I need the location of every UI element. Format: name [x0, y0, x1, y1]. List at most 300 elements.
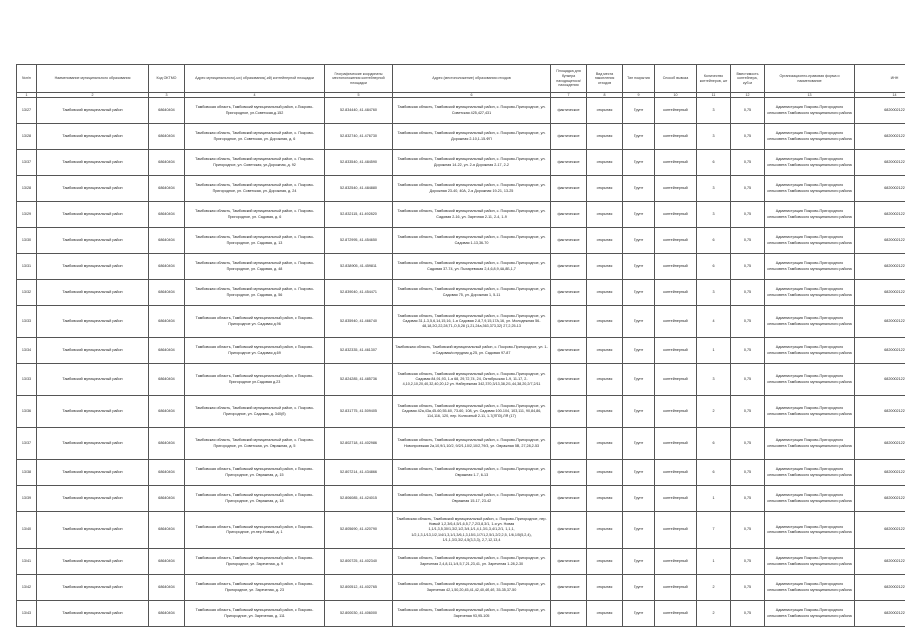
column-header: Вместимость контейнера, куб.м: [731, 65, 765, 93]
container-volume-cell: 0,75: [731, 396, 765, 428]
removal-method-cell: контейнерный: [655, 124, 697, 150]
container-count-cell: 6: [697, 254, 731, 280]
coordinates-cell: 52.800512, 41.402765: [325, 575, 393, 601]
owner-organization-cell: Администрация Покрово-Пригородного сельсовета Тамбовского муниципального района: [765, 460, 855, 486]
container-count-cell: 3: [697, 280, 731, 306]
owner-organization-cell: Администрация Покрово-Пригородного сельсовета Тамбовского муниципального района: [765, 601, 855, 627]
column-number: 5: [325, 93, 393, 98]
site-status-cell: фактическое: [551, 549, 587, 575]
inn-code-cell: 6820002122: [855, 228, 905, 254]
owner-organization-cell: Администрация Покрово-Пригородного сельсовета Тамбовского муниципального района: [765, 486, 855, 512]
header-row: [17, 65, 905, 93]
site-address-cell: Тамбовская область, Тамбовский муниципальный район, с.Покрово-Пригородное, ул.Советская,д.152: [185, 98, 325, 124]
container-volume-cell: 0,75: [731, 202, 765, 228]
column-number: 14: [855, 93, 905, 98]
oktmo-code-cell: 68640404: [149, 202, 185, 228]
site-status-cell: фактическое: [551, 364, 587, 396]
container-volume-cell: 0,75: [731, 228, 765, 254]
container-count-cell: 2: [697, 575, 731, 601]
municipality-name-cell: Тамбовский муниципальный район: [37, 396, 149, 428]
column-header: Наименование муниципального образования: [37, 65, 149, 93]
inn-code-cell: 6820002122: [855, 428, 905, 460]
column-header: Количество контейнеров, шт: [697, 65, 731, 93]
waste-source-address-cell: Тамбовская область, Тамбовский муниципальный район, с. Покрово-Пригородное, ул. Садовая 31,1-3,5,6,14,15,16, 1-я Садовая 2-8,7,9,15,17А,16, ул. Молодежная 56-48,18,2О,22,28,Т1,О,5,28 (1,21,24а,363,373,32) 27,2,25-13: [393, 306, 551, 338]
container-count-cell: 3: [697, 124, 731, 150]
surface-type-cell: Грунт: [623, 254, 655, 280]
column-number: 7: [551, 93, 587, 98]
column-header: Адрес муниципального(-ых) образования(-ий) контейнерной площадки: [185, 65, 325, 93]
container-volume-cell: 0,75: [731, 124, 765, 150]
municipality-name-cell: Тамбовский муниципальный район: [37, 98, 149, 124]
surface-type-cell: Грунт: [623, 176, 655, 202]
removal-method-cell: контейнерный: [655, 364, 697, 396]
oktmo-code-cell: 68640404: [149, 280, 185, 306]
inn-code-cell: 6820002122: [855, 396, 905, 428]
column-header: Организационно-правовая форма и наименование: [765, 65, 855, 93]
site-status-cell: фактическое: [551, 228, 587, 254]
removal-method-cell: контейнерный: [655, 228, 697, 254]
site-status-cell: фактическое: [551, 486, 587, 512]
table-row: [17, 486, 905, 512]
municipality-name-cell: Тамбовский муниципальный район: [37, 228, 149, 254]
oktmo-code-cell: 68640404: [149, 460, 185, 486]
coordinates-cell: 52.835940, 41.466740: [325, 306, 393, 338]
table-row: [17, 124, 905, 150]
table-row: [17, 601, 905, 627]
inn-code-cell: 6820002122: [855, 176, 905, 202]
row-number-cell: 13/37: [17, 428, 37, 460]
site-address-cell: Тамбовская область, Тамбовский муниципальный район, с Покрово-Пригородное ул. Садовая д.96: [185, 306, 325, 338]
removal-method-cell: контейнерный: [655, 280, 697, 306]
container-count-cell: 1: [697, 338, 731, 364]
removal-method-cell: контейнерный: [655, 396, 697, 428]
removal-method-cell: контейнерный: [655, 306, 697, 338]
row-number-cell: 13/43: [17, 601, 37, 627]
table-row: [17, 280, 905, 306]
coordinates-cell: 52.832540, 41.484880: [325, 176, 393, 202]
oktmo-code-cell: 68640404: [149, 601, 185, 627]
column-header: Тип покрытия: [623, 65, 655, 93]
site-type-cell: открытая: [587, 512, 623, 549]
container-volume-cell: 0,75: [731, 549, 765, 575]
surface-type-cell: Грунт: [623, 575, 655, 601]
column-number: 9: [623, 93, 655, 98]
container-count-cell: 7: [697, 512, 731, 549]
municipality-name-cell: Тамбовский муниципальный район: [37, 254, 149, 280]
municipality-name-cell: Тамбовский муниципальный район: [37, 512, 149, 549]
site-type-cell: открытая: [587, 575, 623, 601]
site-type-cell: открытая: [587, 176, 623, 202]
municipality-name-cell: Тамбовский муниципальный район: [37, 306, 149, 338]
site-status-cell: фактическое: [551, 460, 587, 486]
owner-organization-cell: Администрация Покрово-Пригородного сельсовета Тамбовского муниципального района: [765, 364, 855, 396]
column-number: 8: [587, 93, 623, 98]
site-address-cell: Тамбовская область, Тамбовский муниципальный район, с Покрово-Пригородное, ул. Зареченая, д. 111: [185, 601, 325, 627]
surface-type-cell: Грунт: [623, 512, 655, 549]
site-type-cell: открытая: [587, 228, 623, 254]
oktmo-code-cell: 68640404: [149, 98, 185, 124]
site-address-cell: Тамбовская область, Тамбовский муниципальный район, с Покрово-Пригородное, ул. Зареченая, д. 9: [185, 549, 325, 575]
column-header: Способ вывоза: [655, 65, 697, 93]
owner-organization-cell: Администрация Покрово-Пригородного сельсовета Тамбовского муниципального района: [765, 549, 855, 575]
row-number-cell: 13/28: [17, 124, 37, 150]
row-number-cell: 13/33: [17, 364, 37, 396]
container-volume-cell: 0,75: [731, 575, 765, 601]
row-number-cell: 13/40: [17, 512, 37, 549]
container-volume-cell: 0,75: [731, 98, 765, 124]
site-status-cell: фактическое: [551, 98, 587, 124]
oktmo-code-cell: 68640404: [149, 396, 185, 428]
column-header: №п/п: [17, 65, 37, 93]
site-status-cell: фактическое: [551, 512, 587, 549]
waste-source-address-cell: Тамбовская область, Тамбовский муниципальный район, с. Покрово-Пригородное, ул. Дорожная 23-40, 40А, 2-я Дорожная 19-21, 13-25: [393, 176, 551, 202]
container-volume-cell: 0,75: [731, 486, 765, 512]
table-row: [17, 228, 905, 254]
owner-organization-cell: Администрация Покрово-Пригородного сельсовета Тамбовского муниципального района: [765, 512, 855, 549]
column-header: Код ОКТМО: [149, 65, 185, 93]
site-type-cell: открытая: [587, 396, 623, 428]
waste-source-address-cell: Тамбовская область, Тамбовский муниципальный район, с. Покрово-Пригородное, ул. Новопроезжая 2а,10,9/1,10/2, 9/2/1,10/2,10/2,79/3, ул. Овражная 5В, 27,28,2-53: [393, 428, 551, 460]
container-count-cell: 6: [697, 150, 731, 176]
row-number-cell: 13/28: [17, 176, 37, 202]
waste-source-address-cell: Тамбовская область, Тамбовский муниципальный район, с. Покрово-Пригородное, ул. Дорожная 2-10,1-15-ФП: [393, 124, 551, 150]
inn-code-cell: 6820002122: [855, 601, 905, 627]
removal-method-cell: контейнерный: [655, 150, 697, 176]
owner-organization-cell: Администрация Покрово-Пригородного сельсовета Тамбовского муниципального района: [765, 98, 855, 124]
site-address-cell: Тамбовская область, Тамбовский муниципальный район, с. Покрово-Пригородное, ул. Садовая, д. 56: [185, 280, 325, 306]
site-address-cell: Тамбовская область, Тамбовский муниципальный район, с Покрово-Пригородное, ул.пер.Новый, д. 1: [185, 512, 325, 549]
table-row: [17, 428, 905, 460]
inn-code-cell: 6820002122: [855, 549, 905, 575]
inn-code-cell: 6820002122: [855, 150, 905, 176]
site-type-cell: открытая: [587, 486, 623, 512]
municipality-name-cell: Тамбовский муниципальный район: [37, 364, 149, 396]
container-volume-cell: 0,75: [731, 254, 765, 280]
owner-organization-cell: Администрация Покрово-Пригородного сельсовета Тамбовского муниципального района: [765, 150, 855, 176]
surface-type-cell: Грунт: [623, 428, 655, 460]
owner-organization-cell: Администрация Покрово-Пригородного сельсовета Тамбовского муниципального района: [765, 575, 855, 601]
surface-type-cell: Грунт: [623, 306, 655, 338]
container-volume-cell: 0,75: [731, 306, 765, 338]
oktmo-code-cell: 68640404: [149, 338, 185, 364]
municipality-name-cell: Тамбовский муниципальный район: [37, 150, 149, 176]
municipality-name-cell: Тамбовский муниципальный район: [37, 575, 149, 601]
coordinates-cell: 52.807214, 41.434866: [325, 460, 393, 486]
municipality-name-cell: Тамбовский муниципальный район: [37, 460, 149, 486]
inn-code-cell: 6820002122: [855, 254, 905, 280]
surface-type-cell: Грунт: [623, 124, 655, 150]
container-volume-cell: 0,75: [731, 364, 765, 396]
table-row: [17, 202, 905, 228]
waste-source-address-cell: Тамбовская область, Тамбовский муниципальный район, с. Покрово-Пригородное, ул. Садовая 2-16, ул. Заречная 2-11, 2-4, 1-9: [393, 202, 551, 228]
site-type-cell: открытая: [587, 428, 623, 460]
removal-method-cell: контейнерный: [655, 486, 697, 512]
removal-method-cell: контейнерный: [655, 601, 697, 627]
site-status-cell: фактическое: [551, 601, 587, 627]
site-status-cell: фактическое: [551, 254, 587, 280]
container-volume-cell: 0,75: [731, 512, 765, 549]
waste-source-address-cell: Тамбовская область, Тамбовский муниципальный район, с. Покрово-Пригородное, ул. 1-я Садовая/сотрудник д.25, ул. Садовая 97-87: [393, 338, 551, 364]
table-row: [17, 254, 905, 280]
inn-code-cell: 6820002122: [855, 486, 905, 512]
coordinates-cell: 52.833540, 41.484590: [325, 150, 393, 176]
oktmo-code-cell: 68640404: [149, 150, 185, 176]
site-type-cell: открытая: [587, 124, 623, 150]
table-row: [17, 98, 905, 124]
municipality-name-cell: Тамбовский муниципальный район: [37, 124, 149, 150]
waste-source-address-cell: Тамбовская область, Тамбовский муниципальный район, с. Покрово-Пригородное, ул. Зареченая 93,95-105: [393, 601, 551, 627]
inn-code-cell: 6820002122: [855, 280, 905, 306]
site-status-cell: фактическое: [551, 280, 587, 306]
site-type-cell: открытая: [587, 549, 623, 575]
oktmo-code-cell: 68640404: [149, 428, 185, 460]
owner-organization-cell: Администрация Покрово-Пригородного сельсовета Тамбовского муниципального района: [765, 228, 855, 254]
surface-type-cell: Грунт: [623, 202, 655, 228]
row-number-cell: 13/29: [17, 202, 37, 228]
row-number-cell: 13/30: [17, 228, 37, 254]
owner-organization-cell: Администрация Покрово-Пригородного сельсовета Тамбовского муниципального района: [765, 124, 855, 150]
coordinates-cell: 52.806085, 41.424015: [325, 486, 393, 512]
site-address-cell: Тамбовская область, Тамбовский муниципальный район, с. Покрово-Пригородное, ул. Садовая, д. 13: [185, 228, 325, 254]
oktmo-code-cell: 68640404: [149, 124, 185, 150]
column-number: 4: [185, 93, 325, 98]
oktmo-code-cell: 68640404: [149, 512, 185, 549]
row-number-cell: 13/33: [17, 306, 37, 338]
column-header: ИНН: [855, 65, 905, 93]
column-header: Географические координаты местоположения контейнерной площадки: [325, 65, 393, 93]
municipality-name-cell: Тамбовский муниципальный район: [37, 428, 149, 460]
container-count-cell: 3: [697, 98, 731, 124]
container-count-cell: 6: [697, 460, 731, 486]
container-count-cell: 2: [697, 396, 731, 428]
owner-organization-cell: Администрация Покрово-Пригородного сельсовета Тамбовского муниципального района: [765, 254, 855, 280]
inn-code-cell: 6820002122: [855, 364, 905, 396]
municipality-name-cell: Тамбовский муниципальный район: [37, 202, 149, 228]
row-number-cell: 13/32: [17, 280, 37, 306]
surface-type-cell: Грунт: [623, 228, 655, 254]
oktmo-code-cell: 68640404: [149, 306, 185, 338]
table-row: [17, 176, 905, 202]
removal-method-cell: контейнерный: [655, 428, 697, 460]
surface-type-cell: Грунт: [623, 98, 655, 124]
table-row: [17, 338, 905, 364]
site-address-cell: Тамбовская область, Тамбовский муниципальный район, с. Покрово-Пригородное, ул. Садовая, д. 48: [185, 254, 325, 280]
removal-method-cell: контейнерный: [655, 338, 697, 364]
surface-type-cell: Грунт: [623, 364, 655, 396]
column-number: 2: [37, 93, 149, 98]
municipality-name-cell: Тамбовский муниципальный район: [37, 601, 149, 627]
table-row: [17, 460, 905, 486]
municipality-name-cell: Тамбовский муниципальный район: [37, 176, 149, 202]
owner-organization-cell: Администрация Покрово-Пригородного сельсовета Тамбовского муниципального района: [765, 280, 855, 306]
site-address-cell: Тамбовская область, Тамбовский муниципальный район, с. Покрово-Пригородное, ул. Садовая, д. 6: [185, 202, 325, 228]
site-address-cell: Тамбовская область, Тамбовский муниципальный район, с. Покрово-Пригородное, ул. Советская, ул. Овражная, д. 5: [185, 428, 325, 460]
surface-type-cell: Грунт: [623, 280, 655, 306]
site-type-cell: открытая: [587, 338, 623, 364]
site-address-cell: Тамбовская область, Тамбовский муниципальный район, с Покрово-Пригородное, ул. Зареченая, д. 23: [185, 575, 325, 601]
row-number-cell: 13/27: [17, 98, 37, 124]
municipality-name-cell: Тамбовский муниципальный район: [37, 486, 149, 512]
municipality-name-cell: Тамбовский муниципальный район: [37, 549, 149, 575]
table-row: [17, 364, 905, 396]
inn-code-cell: 6820002122: [855, 575, 905, 601]
waste-source-address-cell: Тамбовская область, Тамбовский муниципальный район, с. Покрово-Пригородное, ул. Дорожная 14-22, ул. 2-я Дорожная 2-17, 2-2: [393, 150, 551, 176]
container-site-register-table: [16, 64, 905, 627]
removal-method-cell: контейнерный: [655, 254, 697, 280]
container-volume-cell: 0,75: [731, 601, 765, 627]
coordinates-cell: 52.800030, 41.406000: [325, 601, 393, 627]
coordinates-cell: 52.872995, 41.454650: [325, 228, 393, 254]
coordinates-cell: 52.839040, 41.454471: [325, 280, 393, 306]
column-number: 3: [149, 93, 185, 98]
container-volume-cell: 0,75: [731, 280, 765, 306]
oktmo-code-cell: 68640404: [149, 575, 185, 601]
site-type-cell: открытая: [587, 150, 623, 176]
oktmo-code-cell: 68640404: [149, 228, 185, 254]
site-address-cell: Тамбовская область, Тамбовский муниципальный район, с Покрово-Пригородное ул. Садовая д.69: [185, 338, 325, 364]
oktmo-code-cell: 68640404: [149, 176, 185, 202]
table-row: [17, 306, 905, 338]
removal-method-cell: контейнерный: [655, 549, 697, 575]
column-number: 13: [765, 93, 855, 98]
waste-source-address-cell: Тамбовская область, Тамбовский муниципальный район, с. Покрово-Пригородное, ул. Садовая 37-74, ул. Пыхаревская 2,4,6,8,9,4А,8Б,1,7: [393, 254, 551, 280]
inn-code-cell: 6820002122: [855, 460, 905, 486]
waste-source-address-cell: Тамбовская область, Тамбовский муниципальный район, с. Покрово-Пригородное, ул. Садовая 42а,43а,45-60,55-60, 73-60, 108, ул. Садовая 100-104, 103,111, 90,84,86, 114,116, 120, пер. Колхозный 2-11, 1-7(ЛПЗ),ЛЯ (17): [393, 396, 551, 428]
container-count-cell: 6: [697, 228, 731, 254]
removal-method-cell: контейнерный: [655, 575, 697, 601]
waste-source-address-cell: Тамбовская область, Тамбовский муниципальный район, с. Покрово-Пригородное, ул. Садовая 84,91,93, 1-я 68, 29,72,74, 24, Октябрьская 1-9, 11-17, 2-4,10,2,10,20,40,32,40,20,12 ул. Набережная 342,370,3/13,38,2/1,44,38,20,2/7,2/11: [393, 364, 551, 396]
waste-source-address-cell: Тамбовская область, Тамбовский муниципальный район, с. Покрово-Пригородное, ул. Зареченая 42,1,50,20,45,41,42,40,4б,4б, 35-35,37-50: [393, 575, 551, 601]
site-address-cell: Тамбовская область, Тамбовский муниципальный район, с. Покрово-Пригородное, ул. Советская, ул. Дорожная, д. 6: [185, 124, 325, 150]
coordinates-cell: 52.838905, 41.459811: [325, 254, 393, 280]
owner-organization-cell: Администрация Покрово-Пригородного сельсовета Тамбовского муниципального района: [765, 396, 855, 428]
owner-organization-cell: Администрация Покрово-Пригородного сельсовета Тамбовского муниципального района: [765, 202, 855, 228]
waste-source-address-cell: Тамбовская область, Тамбовский муниципальный район, с. Покрово-Пригородное, ул. Садовая 1-13,36-70: [393, 228, 551, 254]
owner-organization-cell: Администрация Покрово-Пригородного сельсовета Тамбовского муниципального района: [765, 428, 855, 460]
site-status-cell: фактическое: [551, 428, 587, 460]
row-number-cell: 13/39: [17, 486, 37, 512]
waste-source-address-cell: Тамбовская область, Тамбовский муниципальный район, с. Покрово-Пригородное, ул. Овражная 1-7, 6-13: [393, 460, 551, 486]
site-type-cell: открытая: [587, 601, 623, 627]
removal-method-cell: контейнерный: [655, 176, 697, 202]
owner-organization-cell: Администрация Покрово-Пригородного сельсовета Тамбовского муниципального района: [765, 338, 855, 364]
site-address-cell: Тамбовская область, Тамбовский муниципальный район, с Покрово-Пригородное, ул. Овражная, д. 18: [185, 486, 325, 512]
site-type-cell: открытая: [587, 202, 623, 228]
coordinates-cell: 52.832740, 41.476730: [325, 124, 393, 150]
table-row: [17, 150, 905, 176]
row-number-cell: 13/42: [17, 575, 37, 601]
owner-organization-cell: Администрация Покрово-Пригородного сельсовета Тамбовского муниципального района: [765, 306, 855, 338]
site-address-cell: Тамбовская область, Тамбовский муниципальный район, с. Покрово-Пригородное, ул. Советская, ул.Дорожная, д. 92: [185, 150, 325, 176]
container-count-cell: 6: [697, 428, 731, 460]
site-type-cell: открытая: [587, 460, 623, 486]
site-status-cell: фактическое: [551, 202, 587, 228]
site-status-cell: фактическое: [551, 396, 587, 428]
removal-method-cell: контейнерный: [655, 202, 697, 228]
container-volume-cell: 0,75: [731, 338, 765, 364]
site-address-cell: Тамбовская область, Тамбовский муниципальный район, с Покрово-Пригородное ул.Садовая д.23: [185, 364, 325, 396]
row-number-cell: 13/36: [17, 396, 37, 428]
container-volume-cell: 0,75: [731, 460, 765, 486]
surface-type-cell: Грунт: [623, 460, 655, 486]
site-address-cell: Тамбовская область, Тамбовский муниципальный район, с. Покрово-Пригородное, ул. Советская, ул. Дорожная, д. 24: [185, 176, 325, 202]
municipality-name-cell: Тамбовский муниципальный район: [37, 338, 149, 364]
table-row: [17, 575, 905, 601]
removal-method-cell: контейнерный: [655, 460, 697, 486]
row-number-cell: 13/34: [17, 338, 37, 364]
container-count-cell: 4: [697, 306, 731, 338]
coordinates-cell: 52.831775, 41.509405: [325, 396, 393, 428]
site-status-cell: фактическое: [551, 150, 587, 176]
site-address-cell: Тамбовская область, Тамбовский муниципальный район, с Покрово-Пригородное, ул. Овражная, д. 15: [185, 460, 325, 486]
inn-code-cell: 6820002122: [855, 124, 905, 150]
coordinates-cell: 52.832335, 41.461307: [325, 338, 393, 364]
container-volume-cell: 0,75: [731, 176, 765, 202]
owner-organization-cell: Администрация Покрово-Пригородного сельсовета Тамбовского муниципального района: [765, 176, 855, 202]
site-address-cell: Тамбовская область, Тамбовский муниципальный район, с. Покрово-Пригородное, ул. Садовая, д. 340(б): [185, 396, 325, 428]
coordinates-cell: 52.832115, 41.492820: [325, 202, 393, 228]
surface-type-cell: Грунт: [623, 338, 655, 364]
container-count-cell: 3: [697, 364, 731, 396]
table-row: [17, 549, 905, 575]
container-count-cell: 3: [697, 176, 731, 202]
column-header: Площадка для бункера находящегося/нахождения: [551, 65, 587, 93]
row-number-cell: 13/31: [17, 254, 37, 280]
coordinates-cell: 52.800725, 41.402340: [325, 549, 393, 575]
column-header: Адрес (местоположение) образования отходов: [393, 65, 551, 93]
waste-source-address-cell: Тамбовская область, Тамбовский муниципальный район, с. Покрово-Пригородное, ул. Овражная 15-17, 23-42: [393, 486, 551, 512]
row-number-cell: 13/41: [17, 549, 37, 575]
container-count-cell: 3: [697, 202, 731, 228]
municipality-name-cell: Тамбовский муниципальный район: [37, 280, 149, 306]
site-type-cell: открытая: [587, 280, 623, 306]
inn-code-cell: 6820002122: [855, 338, 905, 364]
container-volume-cell: 0,75: [731, 150, 765, 176]
table-row: [17, 396, 905, 428]
container-volume-cell: 0,75: [731, 428, 765, 460]
row-number-cell: 13/37: [17, 150, 37, 176]
surface-type-cell: Грунт: [623, 601, 655, 627]
column-number: 11: [697, 93, 731, 98]
inn-code-cell: 6820002122: [855, 202, 905, 228]
oktmo-code-cell: 68640404: [149, 364, 185, 396]
table-row: [17, 512, 905, 549]
column-number: 10: [655, 93, 697, 98]
waste-source-address-cell: Тамбовская область, Тамбовский муниципальный район, с. Покрово-Пригородное, пер. Новый 1,2,3/6,4,5/1,6,5,7,7,2/3,8,3/1, 1-я ул. Новая 1,1/1,3,5,30/1,3/2,1/2,3/4,1/1,4,1,3/1,3,4/1,2/1, 1,1,1, 1/2,1,3,1/13,1/2,1/4/1,3,1/1,3/6,1,3,15/1,1/7/1,2,5/1,2/2,2,5, 1/6,1/5(5,2,4), 1/1,1,3/3,3/2,4,5(3,3,3), 2,7,12,13,4: [393, 512, 551, 549]
oktmo-code-cell: 68640404: [149, 549, 185, 575]
waste-source-address-cell: Тамбовская область, Тамбовский муниципальный район, с. Покрово-Пригородное, ул. Зареченая 2,4,8,11,1/4,5,7,21,23,41, ул. Зареченая 1-28,2-30: [393, 549, 551, 575]
waste-source-address-cell: Тамбовская область, Тамбовский муниципальный район, с. Покрово-Пригородное, ул. Садовая 75, ул. Дорожная 1, 5-11: [393, 280, 551, 306]
removal-method-cell: контейнерный: [655, 98, 697, 124]
container-count-cell: 1: [697, 549, 731, 575]
oktmo-code-cell: 68640404: [149, 254, 185, 280]
row-number-cell: 13/38: [17, 460, 37, 486]
site-status-cell: фактическое: [551, 176, 587, 202]
container-count-cell: 1: [697, 486, 731, 512]
site-type-cell: открытая: [587, 306, 623, 338]
site-status-cell: фактическое: [551, 338, 587, 364]
waste-source-address-cell: Тамбовская область, Тамбовский муниципальный район, с. Покрово-Пригородное, ул. Советская 425,427,431: [393, 98, 551, 124]
oktmo-code-cell: 68640404: [149, 486, 185, 512]
site-status-cell: фактическое: [551, 575, 587, 601]
surface-type-cell: Грунт: [623, 396, 655, 428]
column-header: Вид места накопления отходов: [587, 65, 623, 93]
site-status-cell: фактическое: [551, 306, 587, 338]
surface-type-cell: Грунт: [623, 549, 655, 575]
column-number: 12: [731, 93, 765, 98]
coordinates-cell: 52.802718, 41.402986: [325, 428, 393, 460]
column-number: 6: [393, 93, 551, 98]
